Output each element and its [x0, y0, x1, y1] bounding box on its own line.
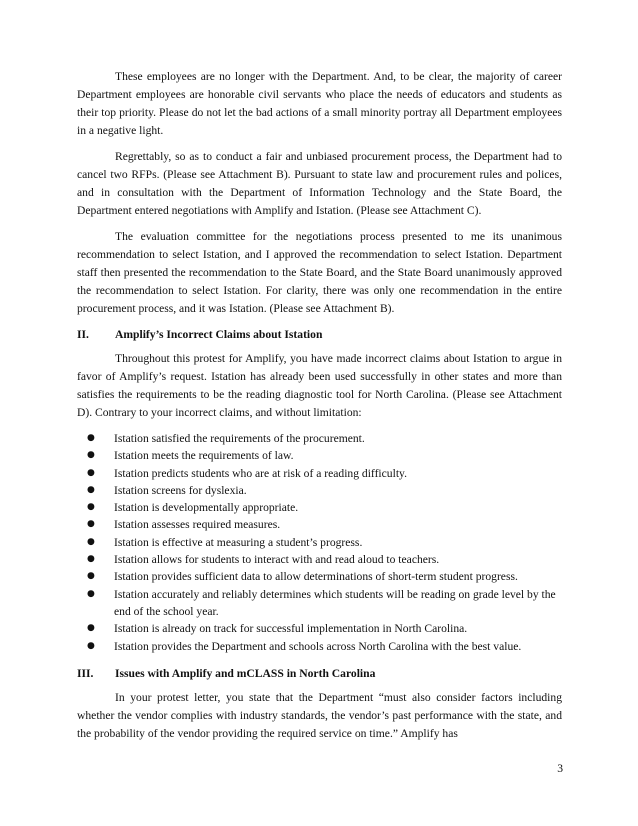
- intro-paragraph-3: The evaluation committee for the negotiations process presented to me its unanimous recommendation to select Istation, and I approved the recommendation to select Istation. Department staff then presented the recommendation to the State Board, and the State Board unanimously approved the recommendation to select Istation. For clarity, there was only one recommendation in the entire procurement process, and it was Istation. (Please see Attachment B).: [77, 230, 562, 315]
- page-number: 3: [557, 762, 563, 775]
- list-item: ● Istation meets the requirements of law.: [87, 447, 562, 464]
- bullet-icon: ●: [87, 433, 95, 443]
- section-title-3: Issues with Amplify and mCLASS in North Carolina: [115, 666, 376, 680]
- list-item: ● Istation accurately and reliably determines which students will be reading on grade level by the end of the school year.: [87, 586, 562, 621]
- section-3-paragraph: In your protest letter, you state that the Department “must also consider factors including whether the vendor complies with industry standards, the vendor’s past performance with the state, and the probability of the vendor providing the required service on time.” Amplify has: [77, 690, 562, 740]
- bullet-icon: ●: [87, 554, 95, 565]
- bullet-icon: ●: [87, 536, 95, 547]
- bullet-icon: ●: [87, 484, 95, 495]
- list-item: ● Istation is effective at measuring a student’s progress.: [87, 534, 562, 551]
- bullet-icon: ●: [87, 502, 95, 513]
- list-item: ● Istation assesses required measures.: [87, 516, 562, 533]
- bullet-icon: ●: [87, 519, 95, 530]
- istation-claims-list: [77, 430, 562, 655]
- section-heading-3: [77, 665, 562, 683]
- section-number-2: II.: [77, 328, 89, 341]
- list-item: ● Istation is developmentally appropriate.: [87, 499, 562, 516]
- section-number-3: III.: [77, 666, 94, 680]
- list-item: ● Istation provides sufficient data to allow determinations of short-term student progress.: [87, 568, 562, 585]
- list-item: ● Istation is already on track for successful implementation in North Carolina.: [87, 620, 562, 637]
- list-item: ● Istation provides the Department and schools across North Carolina with the best value.: [87, 638, 562, 655]
- document-page: [77, 68, 562, 751]
- list-item: ● Istation satisfied the requirements of the procurement.: [87, 430, 562, 447]
- intro-paragraph-1: These employees are no longer with the Department. And, to be clear, the majority of career Department employees are honorable civil servants who place the needs of educators and students as their top priority. Please do not let the bad actions of a small minority portray all Department employees in a negative light.: [77, 70, 562, 137]
- section-heading-2: [77, 326, 562, 344]
- intro-paragraph-2: Regrettably, so as to conduct a fair and unbiased procurement process, the Department had to cancel two RFPs. (Please see Attachment B). Pursuant to state law and procurement rules and polices, and in consultation with the Department of Information Technology and the State Board, the Department entered negotiations with Amplify and Istation. (Please see Attachment C).: [77, 150, 562, 217]
- bullet-icon: ●: [87, 588, 95, 599]
- list-item: ● Istation allows for students to interact with and read aloud to teachers.: [87, 551, 562, 568]
- bullet-icon: ●: [87, 467, 95, 478]
- bullet-icon: ●: [87, 623, 95, 634]
- list-item: ● Istation screens for dyslexia.: [87, 482, 562, 499]
- section-title-2: Amplify’s Incorrect Claims about Istation: [115, 328, 323, 341]
- bullet-icon: ●: [87, 640, 95, 651]
- section-2-paragraph: Throughout this protest for Amplify, you have made incorrect claims about Istation to argue in favor of Amplify’s request. Istation has already been used successfully in other states and more than satisfies the requirements to be the reading diagnostic tool for North Carolina. (Please see Attachment D). Contrary to your incorrect claims, and without limitation:: [77, 352, 562, 419]
- list-item: ● Istation predicts students who are at risk of a reading difficulty.: [87, 465, 562, 482]
- bullet-icon: ●: [87, 571, 95, 582]
- bullet-icon: ●: [87, 450, 95, 461]
